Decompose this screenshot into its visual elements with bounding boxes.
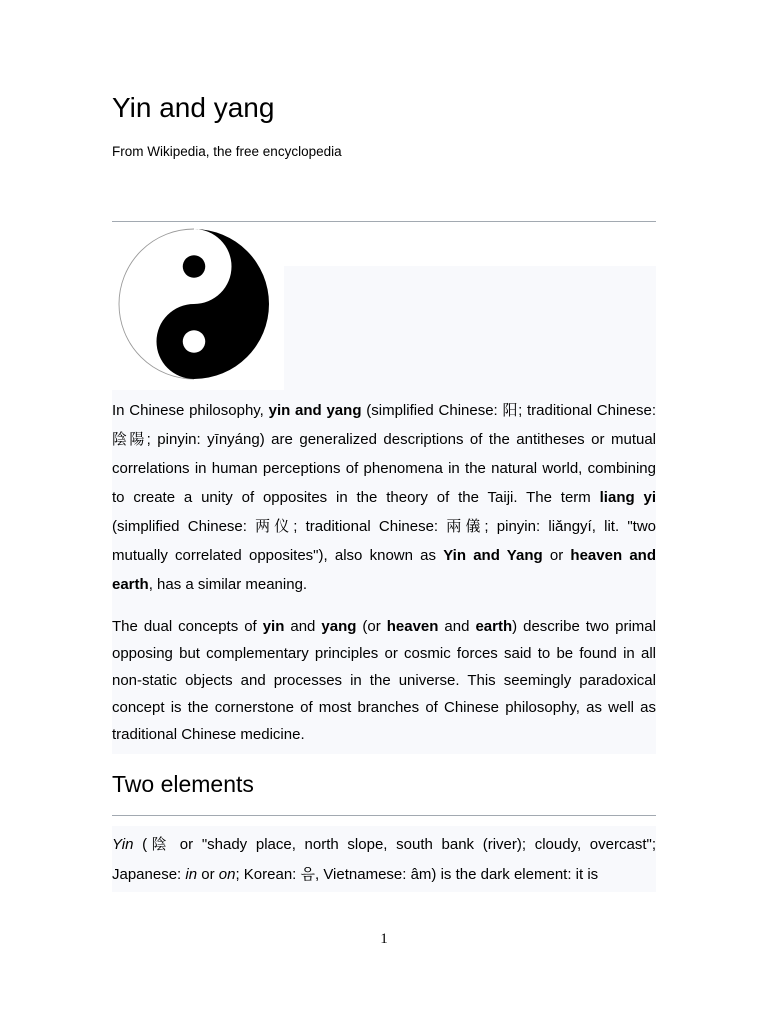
intro-paragraph: In Chinese philosophy, yin and yang (simplified Chinese: 阳; traditional Chinese: 陰陽; pinyin: yīnyáng) are generalized descriptions of the antitheses or mutual correlations in human perceptions of phenomena in the natural world, combining to create a unity of opposites in the theory of the Taiji. The term liang yi (simplified Chinese: 两仪; traditional Chinese: 兩儀; pinyin: liǎngyí, lit. "two mutually correlated opposites"), also known as Yin and Yang or heaven and earth, has a similar meaning. <box>112 402 657 593</box>
taijitu-yin-yang-icon <box>116 226 272 382</box>
title-divider <box>112 221 656 222</box>
section-divider <box>112 815 656 816</box>
concepts-paragraph: The dual concepts of yin and yang (or heaven and earth) describe two primal opposing but complementary principles or cosmic forces said to be found in all non-static objects and processes in the universe. This seemingly paradoxical concept is the cornerstone of most branches of Chinese philosophy, as well as traditional Chinese medicine. <box>112 618 656 743</box>
section-heading: Two elements <box>112 771 254 797</box>
yin-paragraph: Yin (陰 or "shady place, north slope, south bank (river); cloudy, overcast"; Japanese: in or on; Korean: 음, Vietnamese: âm) is the dark element: it is <box>112 836 656 883</box>
page-title: Yin and yang <box>112 92 275 123</box>
shaded-background <box>284 266 656 390</box>
page-subtitle: From Wikipedia, the free encyclopedia <box>112 144 342 159</box>
page-number: 1 <box>380 931 388 947</box>
